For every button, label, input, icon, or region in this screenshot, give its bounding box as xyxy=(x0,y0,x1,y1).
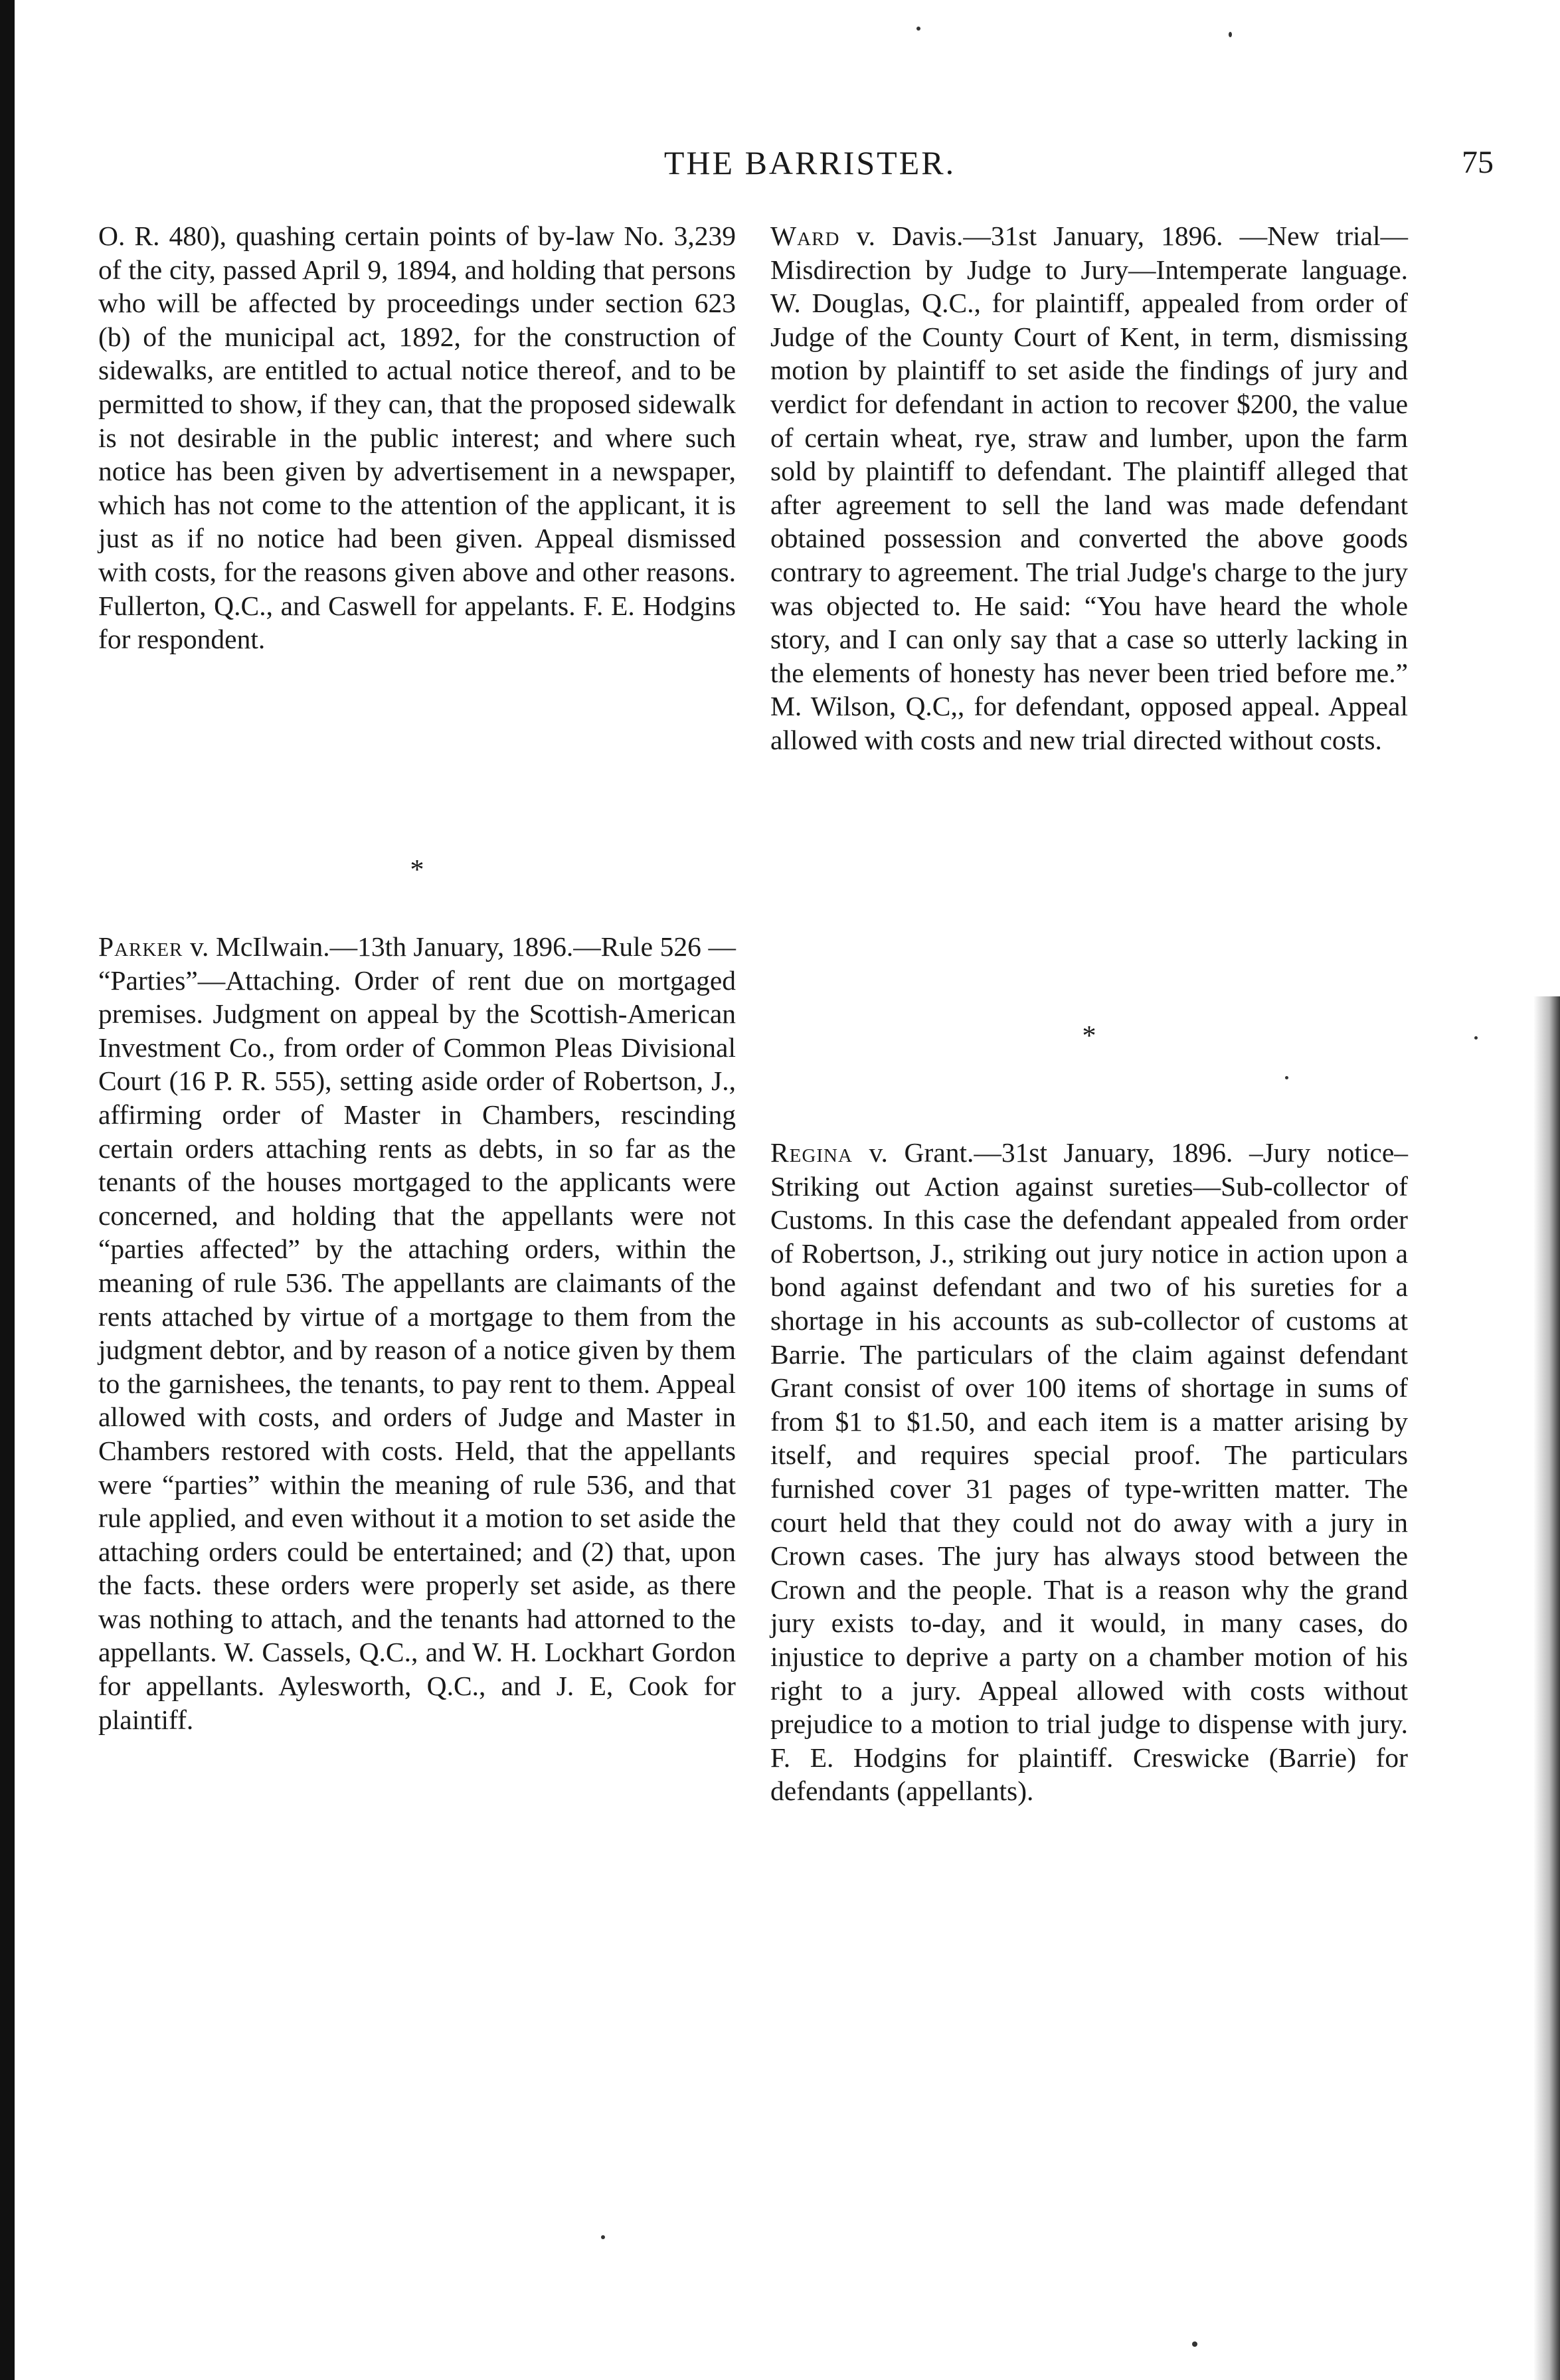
case-body-ward: v. Davis.—31st January, 1896. —New trial—Misdirection by Judge to Jury—Intemperate language. W. Douglas, Q.C., for plaintiff, appealed from order of Judge of the County Court of Kent, in term, dismissing motion by plaintiff to set aside the findings of jury and verdict for defendant in action to recover $200, the value of certain wheat, rye, straw and lumber, upon the farm sold by plaintiff to defendant. The plaintiff alleged that after agreement to sell the land was made defendant obtained possession and converted the above goods contrary to agreement. The trial Judge's charge to the jury was objected to. He said: “You have heard the whole story, and I can only say that a case so utterly lacking in the elements of honesty has never been tried before me.” M. Wilson, Q.C,, for defendant, opposed appeal. Appeal allowed with costs and new trial directed without costs. xyxy=(770,221,1408,755)
running-head xyxy=(100,139,1520,186)
print-speck xyxy=(916,27,920,31)
case-regina-v-grant xyxy=(770,1136,1408,1808)
section-separator-asterisk-right: * xyxy=(1082,1021,1096,1052)
left-column xyxy=(98,219,736,1736)
case-name-parker: Parker xyxy=(98,931,183,962)
print-speck xyxy=(1229,32,1232,37)
print-speck xyxy=(1285,1076,1288,1079)
print-speck xyxy=(1474,1036,1478,1040)
page-number: 75 xyxy=(1462,145,1494,180)
print-speck xyxy=(601,2235,605,2239)
case-parker-v-mcilwain xyxy=(98,930,736,1736)
section-separator-asterisk: * xyxy=(410,855,424,885)
right-column xyxy=(770,219,1408,1808)
case-name-ward: Ward xyxy=(770,221,840,251)
page-binding-edge xyxy=(0,0,15,2380)
case-ward-v-davis xyxy=(770,219,1408,1016)
case-name-regina: Regina xyxy=(770,1137,853,1168)
case-body-parker: v. McIlwain.—13th January, 1896.—Rule 526 — “Parties”—Attaching. Order of rent due on mortgaged premises. Judgment on appeal by the Scottish-American Investment Co., from order of Common Pleas Divisional Court (16 P. R. 555), setting aside order of Robertson, J., affirming order of Master in Chambers, rescinding certain orders attaching rents as debts, in so far as the tenants of the houses mortgaged to the applicants were concerned, and holding that the appellants were not “parties affected” by the attaching orders, within the meaning of rule 536. The appellants are claimants of the rents attached by virtue of a mortgage to them from the judgment debtor, and by reason of a notice given by them to the garnishees, the tenants, to pay rent to them. Appeal allowed with costs, and orders of Judge and Master in Chambers restored with costs. Held, that the appellants were “parties” within the meaning of rule 536, and that rule applied, and even without it a motion to set aside the attaching orders could be entertained; and (2) that, upon the facts. these orders were properly set aside, as there was nothing to attach, and the tenants had attorned to the appellants. W. Cassels, Q.C., and W. H. Lockhart Gordon for appellants. Aylesworth, Q.C., and J. E, Cook for plaintiff. xyxy=(98,931,736,1735)
page-title: THE BARRISTER. xyxy=(663,144,956,181)
print-speck xyxy=(1192,2341,1197,2347)
case-body-regina: v. Grant.—31st January, 1896. –Jury notice–Striking out Action against sureties—Sub-collector of Customs. In this case the defendant appealed from order of Robertson, J., striking out jury notice in action upon a bond against defendant and two of his sureties for a shortage in his accounts as sub-collector of customs at Barrie. The particulars of the claim against defendant Grant consist of over 100 items of shortage in sums of from $1 to $1.50, and each item is a matter arising by itself, and requires special proof. The particulars furnished cover 31 pages of type-written matter. The court held that they could not do away with a jury in Crown cases. The jury has always stood between the Crown and the people. That is a reason why the grand jury exists to-day, and it would, in many cases, do injustice to deprive a party on a chamber motion of his right to a jury. Appeal allowed with costs without prejudice to a motion to trial judge to dispense with jury. F. E. Hodgins for plaintiff. Creswicke (Barrie) for defendants (appellants). xyxy=(770,1137,1408,1807)
page-right-edge-shadow xyxy=(1533,996,1560,2380)
left-paragraph-continued: O. R. 480), quashing certain points of by-law No. 3,239 of the city, passed April 9, 1894, and holding that persons who will be affected by proceedings under section 623 (b) of the municipal act, 1892, for the construction of sidewalks, are entitled to actual notice thereof, and to be permitted to show, if they can, that the proposed sidewalk is not desirable in the public interest; and where such notice has been given by advertisement in a newspaper, which has not come to the attention of the applicant, it is just as if no notice had been given. Appeal dismissed with costs, for the reasons given above and other reasons. Fullerton, Q.C., and Caswell for appelants. F. E. Hodgins for respondent. xyxy=(98,221,736,655)
